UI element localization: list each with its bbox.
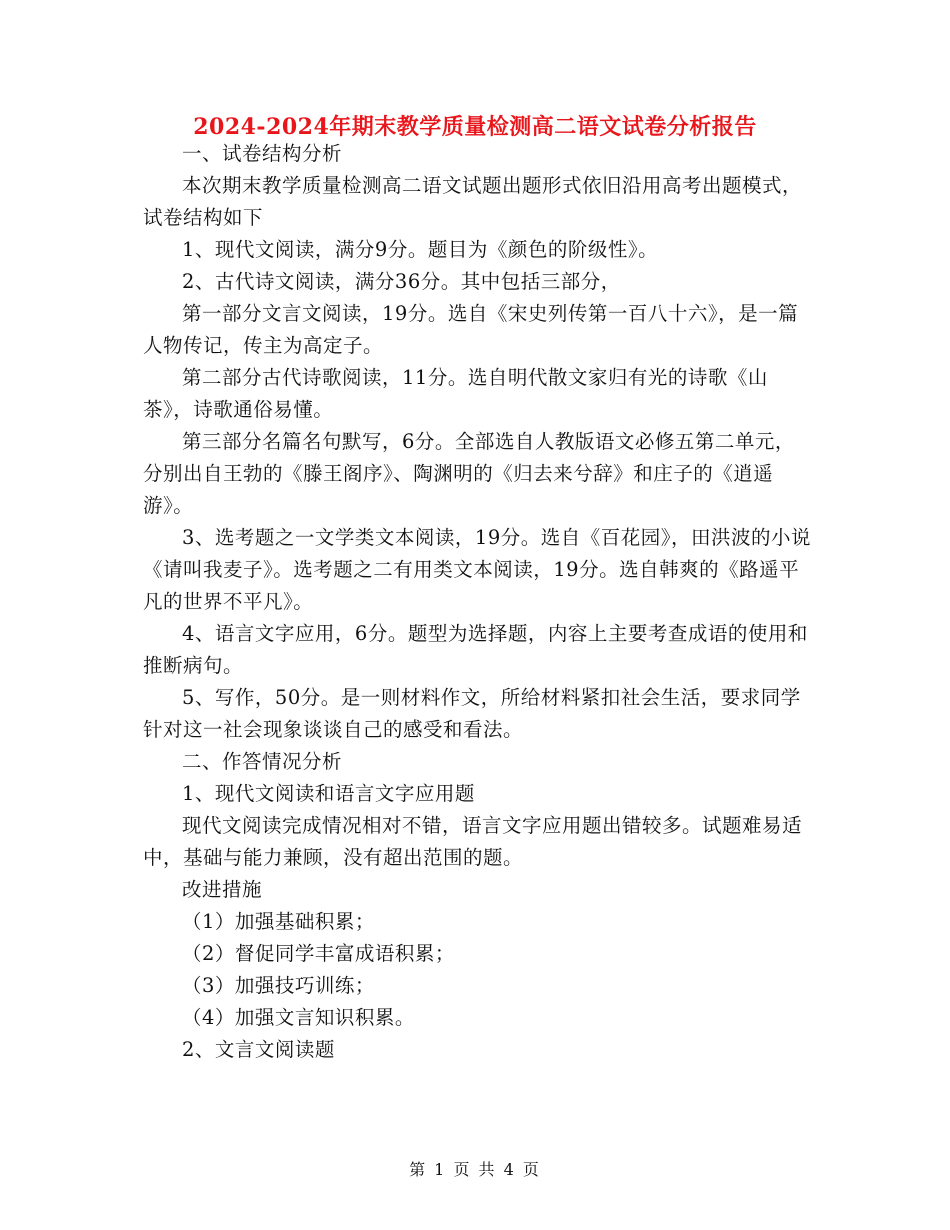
paragraph: 第三部分名篇名句默写，6分。全部选自人教版语文必修五第二单元，分别出自王勃的《滕王阁序》、陶渊明的《归去来兮辞》和庄子的《逍遥游》。: [143, 430, 795, 517]
paragraph: 第二部分古代诗歌阅读，11分。选自明代散文家归有光的诗歌《山茶》，诗歌通俗易懂。: [143, 366, 768, 421]
paragraph: （1）加强基础积累；: [182, 910, 375, 933]
paragraph: 2、文言文阅读题: [182, 1038, 335, 1061]
document-body: [143, 138, 813, 1066]
paragraph: 4、语言文字应用，6分。题型为选择题，内容上主要考查成语的使用和推断病句。: [143, 622, 808, 677]
paragraph: 1、现代文阅读，满分9分。题目为《颜色的阶级性》。: [182, 238, 659, 261]
paragraph: 本次期末教学质量检测高二语文试题出题形式依旧沿用高考出题模式，试卷结构如下: [143, 174, 803, 229]
paragraph: 2、古代诗文阅读，满分36分。其中包括三部分，: [182, 270, 621, 293]
page-number-footer: 第 1 页 共 4 页: [409, 1160, 541, 1179]
paragraph: 5、写作，50分。是一则材料作文，所给材料紧扣社会生活，要求同学针对这一社会现象谈谈自己的感受和看法。: [143, 686, 801, 741]
paragraph: （3）加强技巧训练；: [182, 974, 375, 997]
paragraph: （4）加强文言知识积累。: [182, 1006, 415, 1029]
paragraph: 3、选考题之一文学类文本阅读，19分。选自《百花园》，田洪波的小说《请叫我麦子》。选考题之二有用类文本阅读，19分。选自韩爽的《路遥平凡的世界不平凡》。: [143, 526, 811, 613]
paragraph: 第一部分文言文阅读，19分。选自《宋史列传第一百八十六》，是一篇人物传记，传主为高定子。: [143, 302, 799, 357]
paragraph: 二、作答情况分析: [182, 750, 343, 773]
paragraph: 现代文阅读完成情况相对不错，语言文字应用题出错较多。试题难易适中，基础与能力兼顾，没有超出范围的题。: [143, 814, 803, 869]
paragraph: 改进措施: [182, 878, 263, 901]
paragraph: 1、现代文阅读和语言文字应用题: [182, 782, 475, 805]
document-title: 2024-2024年期末教学质量检测高二语文试卷分析报告: [193, 114, 757, 140]
paragraph: 一、试卷结构分析: [182, 142, 343, 165]
paragraph: （2）督促同学丰富成语积累；: [182, 942, 455, 965]
